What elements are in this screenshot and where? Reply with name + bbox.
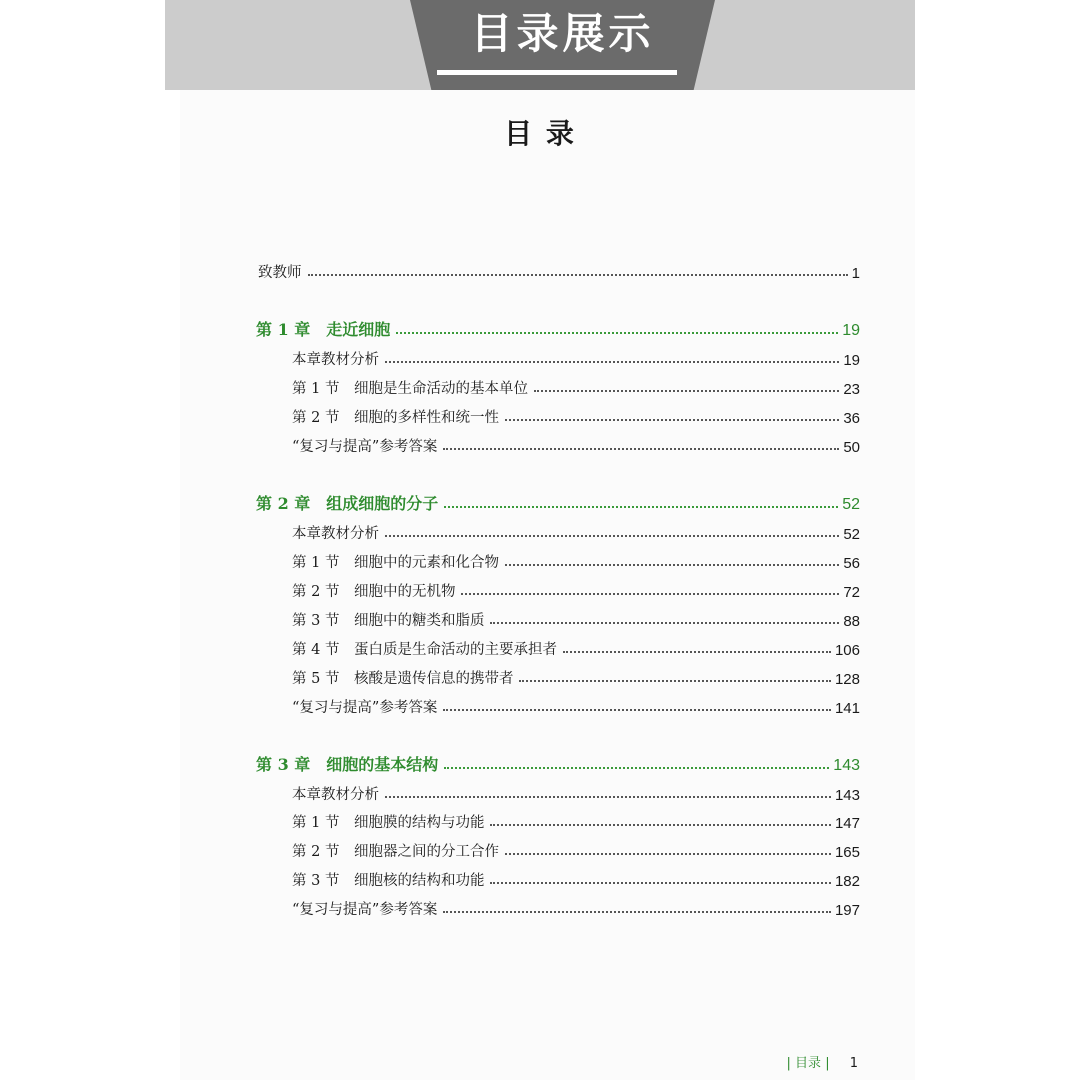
toc-page-number: 88	[843, 613, 860, 630]
toc-entry-label: “复习与提高”参考答案	[292, 902, 438, 918]
toc-page-number: 143	[834, 787, 860, 804]
toc-page-number: 56	[843, 555, 860, 572]
toc-entry-label: 第 1 章 走近细胞	[256, 320, 391, 339]
toc-row[interactable]	[292, 577, 860, 601]
toc-page-number: 143	[833, 757, 860, 774]
toc-dot-leader	[505, 419, 839, 421]
toc-entry-label: 第 3 节 细胞中的糖类和脂质	[292, 613, 485, 629]
toc-row[interactable]	[292, 519, 860, 543]
toc-row[interactable]	[292, 664, 860, 688]
toc-row[interactable]	[292, 403, 860, 427]
toc-page-number: 141	[834, 700, 860, 717]
toc-page-number: 23	[843, 381, 860, 398]
toc-entry-label: 第 3 节 细胞核的结构和功能	[292, 873, 485, 889]
toc-dot-leader	[385, 535, 839, 537]
toc-entry-label: “复习与提高”参考答案	[292, 700, 438, 716]
toc-page-number: 165	[834, 844, 860, 861]
toc-page-number: 197	[834, 902, 860, 919]
banner-underline	[437, 70, 677, 75]
toc-page-number: 72	[843, 584, 860, 601]
toc-dot-leader	[308, 274, 848, 276]
toc-dot-leader	[563, 651, 831, 653]
toc-page-number: 182	[834, 873, 860, 890]
toc-chapter-row[interactable]	[256, 316, 860, 340]
toc-page-number: 50	[843, 439, 860, 456]
toc-entry-label: 第 1 节 细胞是生命活动的基本单位	[292, 381, 528, 397]
toc-dot-leader	[443, 709, 831, 711]
toc-entry-label: 本章教材分析	[292, 787, 379, 803]
toc-row[interactable]	[292, 374, 860, 398]
toc-row[interactable]	[292, 780, 860, 804]
toc-row[interactable]	[292, 808, 860, 832]
toc-entry-label: 第 2 节 细胞器之间的分工合作	[292, 844, 499, 860]
toc-dot-leader	[443, 448, 839, 450]
page-title: 目 录	[504, 117, 576, 150]
toc-dot-leader	[443, 911, 831, 913]
toc-page-number: 1	[851, 265, 860, 282]
toc-entry-label: 第 3 章 细胞的基本结构	[256, 755, 439, 774]
toc-row[interactable]	[292, 432, 860, 456]
toc-page-number: 52	[842, 496, 860, 513]
toc-entry-label: 致教师	[258, 265, 302, 281]
toc-page-number: 36	[843, 410, 860, 427]
toc-page-number: 106	[834, 642, 860, 659]
toc-dot-leader	[385, 361, 839, 363]
toc-page-number: 147	[834, 815, 860, 832]
toc-dot-leader	[505, 564, 839, 566]
toc-dot-leader	[534, 390, 839, 392]
toc-row[interactable]	[258, 258, 860, 282]
toc-dot-leader	[505, 853, 831, 855]
toc-row[interactable]	[292, 606, 860, 630]
toc-page-number: 19	[843, 352, 860, 369]
toc-dot-leader	[490, 882, 831, 884]
toc-dot-leader	[461, 593, 839, 595]
toc-dot-leader	[396, 332, 838, 334]
toc-page-number: 128	[834, 671, 860, 688]
footer-section-label: | 目录 |	[786, 1056, 830, 1071]
toc-row[interactable]	[292, 693, 860, 717]
toc-dot-leader	[519, 680, 831, 682]
toc-dot-leader	[444, 767, 829, 769]
toc-dot-leader	[490, 824, 831, 826]
banner-title: 目录展示	[470, 9, 655, 58]
toc-dot-leader	[444, 506, 838, 508]
toc-page-number: 19	[842, 322, 860, 339]
toc-entry-label: 第 2 章 组成细胞的分子	[256, 494, 439, 513]
footer-page-number: 1	[849, 1056, 858, 1071]
toc-entry-label: 第 2 节 细胞中的无机物	[292, 584, 456, 600]
toc-page-number: 52	[843, 526, 860, 543]
page-footer	[787, 1052, 858, 1071]
toc-chapter-row[interactable]	[256, 751, 860, 775]
toc-entry-label: 本章教材分析	[292, 526, 379, 542]
toc-dot-leader	[385, 796, 831, 798]
toc-row[interactable]	[292, 895, 860, 919]
toc-row[interactable]	[292, 866, 860, 890]
toc-dot-leader	[490, 622, 839, 624]
toc-chapter-row[interactable]	[256, 490, 860, 514]
toc-entry-label: “复习与提高”参考答案	[292, 439, 438, 455]
toc-entry-label: 第 1 节 细胞膜的结构与功能	[292, 815, 485, 831]
toc-row[interactable]	[292, 345, 860, 369]
toc-row[interactable]	[292, 837, 860, 861]
toc-entry-label: 第 2 节 细胞的多样性和统一性	[292, 410, 499, 426]
toc-entry-label: 第 1 节 细胞中的元素和化合物	[292, 555, 499, 571]
toc-entry-label: 第 5 节 核酸是遗传信息的携带者	[292, 671, 514, 687]
toc-row[interactable]	[292, 548, 860, 572]
toc-row[interactable]	[292, 635, 860, 659]
toc-entry-label: 本章教材分析	[292, 352, 379, 368]
toc-entry-label: 第 4 节 蛋白质是生命活动的主要承担者	[292, 642, 557, 658]
